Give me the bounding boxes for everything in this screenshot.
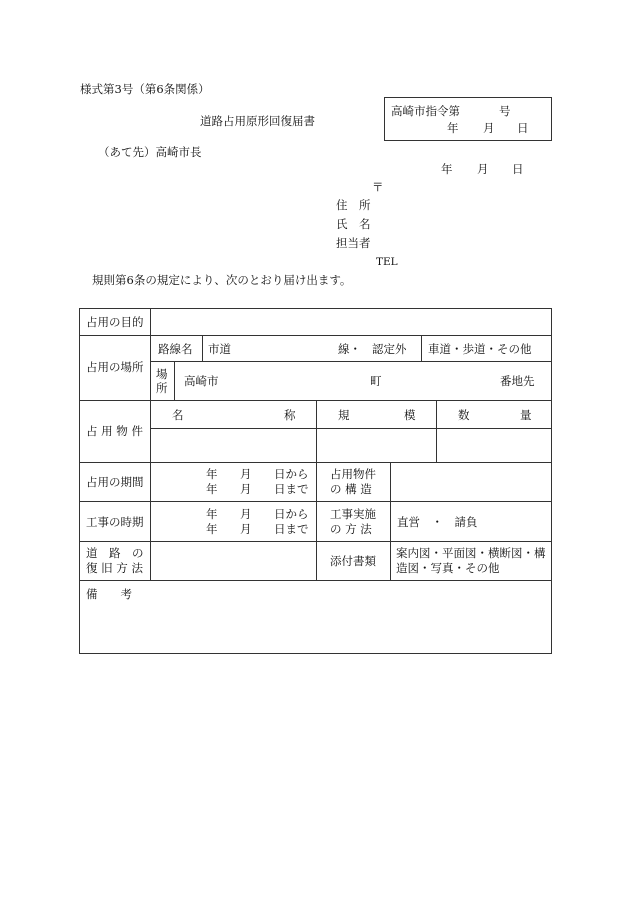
intro-text: 規則第6条の規定により、次のとおり届け出ます。 [92,273,352,287]
nintei-gai: 認定外 [372,342,407,356]
permit-year: 年 [447,121,459,135]
column-divider [316,400,317,462]
place-label: 占用の場所 [86,360,144,374]
permit-number-box [384,97,552,141]
postal-mark: 〒 [372,180,384,194]
header-scale-b: 模 [404,408,416,422]
name-label: 氏 名 [336,217,371,231]
row-divider [150,361,552,362]
remarks-label: 備 考 [86,587,132,601]
city-road: 市道 [208,342,231,356]
header-qty-a: 数 [458,408,470,422]
date-year: 年 [441,162,453,176]
form-number: 様式第3号（第6条関係） [80,82,210,96]
contact-person-label: 担当者 [336,236,371,250]
period-label: 占用の期間 [86,475,144,489]
header-name-a: 名 [172,408,184,422]
period-from-year: 年 [206,467,218,481]
date-month: 月 [477,162,489,176]
period-from-month: 月 [240,467,252,481]
column-divider [436,400,437,462]
location-city: 高崎市 [184,374,219,388]
work-method-label-top: 工事実施 [330,507,376,521]
work-method-label-bottom: の 方 法 [330,522,372,536]
permit-number-prefix: 高崎市指令第 [391,104,460,118]
permit-number-suffix: 号 [499,104,511,118]
period-to-year: 年 [206,482,218,496]
route-label: 路線名 [158,342,193,356]
work-time-label: 工事の時期 [86,515,144,529]
work-method-value: 直営 ・ 請負 [397,515,478,529]
period-to-month: 月 [240,482,252,496]
work-to-year: 年 [206,522,218,536]
location-town: 町 [370,374,382,388]
location-lot: 番地先 [500,374,535,388]
work-to-month: 月 [240,522,252,536]
permit-month: 月 [483,121,495,135]
header-name-b: 称 [284,408,296,422]
column-divider [390,462,391,580]
row-divider [79,580,552,581]
work-from-day: 日から [274,507,309,521]
column-divider [150,308,151,580]
period-from-day: 日から [274,467,309,481]
work-from-month: 月 [240,507,252,521]
period-to-day: 日まで [274,482,309,496]
column-divider [174,361,175,400]
road-types: 車道・歩道・その他 [428,342,532,356]
location-label-bottom: 所 [156,381,168,395]
row-divider [150,428,552,429]
line-label: 線・ [338,342,361,356]
work-from-year: 年 [206,507,218,521]
structure-label-top: 占用物件 [330,467,376,481]
attachment-value-top: 案内図・平面図・横断図・構 [396,546,546,560]
structure-label-bottom: の 構 造 [330,482,372,496]
attachment-label: 添付書類 [330,554,376,568]
column-divider [421,335,422,361]
purpose-label: 占用の目的 [86,315,144,329]
addressee: （あて先）高崎市長 [98,145,202,159]
tel-label: TEL [376,256,398,268]
work-to-day: 日まで [274,522,309,536]
document-title: 道路占用原形回復届書 [200,114,315,128]
location-label-top: 場 [156,367,168,381]
column-divider [202,335,203,361]
column-divider [316,462,317,580]
restore-label-top: 道 路 の [86,546,144,560]
restore-label-bottom: 復 旧 方 法 [86,561,143,575]
address-label: 住 所 [336,198,371,212]
permit-day: 日 [517,121,529,135]
attachment-value-bottom: 造図・写真・その他 [396,561,500,575]
object-label: 占 用 物 件 [86,424,143,438]
header-scale-a: 規 [338,408,350,422]
header-qty-b: 量 [520,408,532,422]
date-day: 日 [512,162,524,176]
